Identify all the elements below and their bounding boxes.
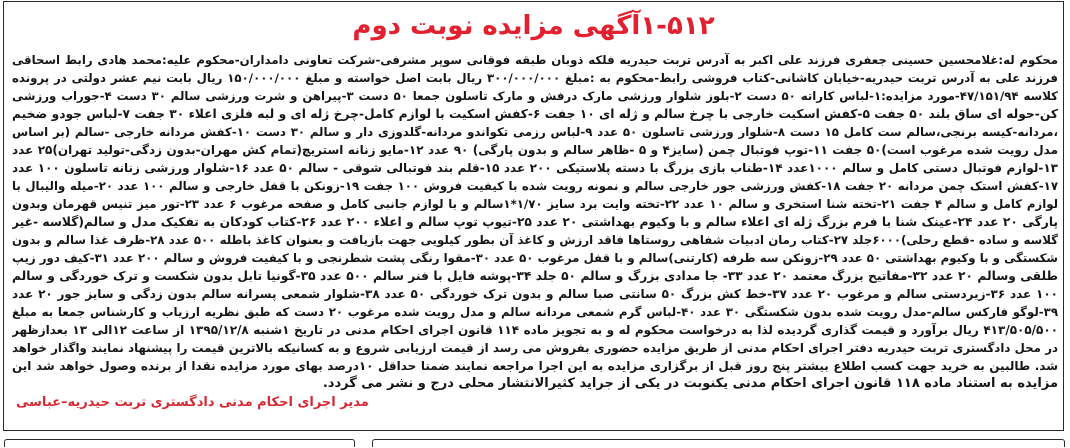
body-line: فرزند علی به آدرس تربت حیدریه-خیابان کاشانی-کتاب فروشی رابط-محکوم به :مبلغ ۳۰۰/۰۰۰/۰۰۰ ریال بابت اصل خواسته و مبلغ ۱۵۰/۰۰۰/۰۰۰ ریال بابت نیم عشر دولتی در پرونده <box>12 71 1058 85</box>
body-line: شکستگی و با وکیوم بهداشتی ۵۰ عدد ۲۹-زونکن سه طرفه (کارتنی)سالم و با قفل مرغوب ۵۰ عدد ۳۰-مقوا رنگی پشت شطرنجی و با کیفیت فروش و سالم ۲۰۰ عدد ۳۱-کیف دور زیپ <box>12 251 1058 265</box>
body-line: ۱۷-کفش استک چمن مردانه ۲۰ جفت ۱۸-کفش ورزشی جور خارجی سالم و نمونه رویت شده با کیفیت فروش ۱۰۰ جفت ۱۹-زونکن با قفل خارجی و سالم ۱۰۰ عدد ۲۰-میله والیبال با <box>12 179 1058 193</box>
body-line: کن-حوله ای ساق بلند ۵۰ جفت ۵-کفش اسکیت خارجی با چرخ سالم و ژله ای ۱۰ جفت ۶-کفش اسکیت با لوازم کامل-چرخ ژله ای و لبه فلزی اعلاء ۳۰ جفت ۷-لباس جودو ضخیم <box>12 107 1058 121</box>
notice-title: ۱-۵۱۲آگهی مزایده نوبت دوم <box>352 11 715 41</box>
notice-body <box>12 51 1058 393</box>
next-ad-box-left <box>4 439 355 447</box>
body-line: مدل رویت شده مرغوب است)۵۰ جفت ۱۱-توپ فوتبال چمن (سایز۴ و ۵ -ظاهر سالم و بدون پارگی) ۹۰ عدد ۱۲-مایو زنانه استریچ(تمام کش مهران-بدون زدگی-تولید تهران)۲۵ عدد <box>12 143 1058 157</box>
body-line: گلاسه و ساده -قطع رحلی)۶۰۰۰جلد ۲۷-کتاب رمان ادبیات شفاهی روستاها فاقد ارزش و کاغذ آن بطور کیلویی جهت بازیافت و بعنوان کاغذ باطله ۵۰۰ عدد ۲۸-ظرف غذا سالم و بدون <box>12 233 1058 247</box>
body-line: کلاسه ۴۷/۱۵۱/۹۴-مورد مزایده:۱-لباس کاراته ۵۰ دست ۲-بلوز شلوار ورزشی مارک درفش و مارک تاسلون جمعا ۵۰ دست ۳-پیراهن و شرت ورزشی سالم ۳۰ دست ۴-جوراب ورزشی <box>12 89 1058 103</box>
body-line: محکوم له:غلامحسین حسینی جعفری فرزند علی اکبر به آدرس تربت حیدریه فلکه ذوبان طبقه فوقانی سوپر مشرفی-شرکت تعاونی دامداران-محکوم علیه:محمد هادی رابط اسحاقی <box>12 53 1058 67</box>
body-line: لوازم کامل و سالم ۴ جفت ۲۱-تخته شنا استخری و سالم ۱۰ عدد ۲۲-تخته وایت برد سایز ۱/۷۰*۱سالم و با لوازم جانبی کامل و صفحه مرغوب ۶ عدد ۲۳-تور میز تنیس قهرمان وبدون <box>12 197 1058 211</box>
auction-notice-box <box>3 1 1064 431</box>
body-line: ۱۰۰ عدد ۳۶-زیردستی سالم و مرغوب ۲۰ عدد ۳۷-خط کش بزرگ ۵۰ سانتی صبا سالم و بدون ترک خوردگی ۵۰ عدد ۳۸-شلوار شمعی پسرانه سالم بدون زدگی و سایز جور ۲۰ عدد <box>12 287 1058 301</box>
body-line: در محل دادگستری تربت حیدریه دفتر اجرای احکام مدنی از طریق مزایده حضوری بفروش می رسد از قیمت ارزیابی شروع و به کسانیکه بالاترین قیمت را پیشنهاد نمایند واگذار خواهد <box>12 341 1058 355</box>
body-line: طلقی وسالم ۲۰ عدد ۳۲-مفاتیح بزرگ معتمد ۲۰ عدد ۳۳- جا مدادی بزرگ و سالم ۵۰ جلد ۳۴-پوشه فایل با فنر سالم ۵۰۰ عدد ۳۵-گونیا تابل بدون شکست و ترک خوردگی و سالم <box>12 269 1058 283</box>
body-line-last: مزایده به استناد ماده ۱۱۸ قانون اجرای احکام مدنی یکنوبت در یکی از جراید کثیرالانتشار محلی درج و نشر می گردد. <box>322 376 1058 391</box>
body-line: ۳۹-لوگو فارکس سالم-مدل رویت شده بدون شکستگی ۳۰ عدد ۴۰-لباس گرم شمعی مردانه سالم و مدل رویت شده مرغوب ۲۰ دست که طبق نظریه ارزیاب و کارشناس جمعا به مبلغ <box>12 305 1058 319</box>
body-line: شد. طالبین به خرید جهت کسب اطلاع بیشتر پنج روز قبل از برگزاری مزایده به این اجرا مراجعه نمایند ضمنا حداقل ۱۰درصد بهای مورد مزایده نقدا از برنده وصول خواهد شد این <box>12 359 1058 373</box>
next-ad-box-right <box>372 439 1065 447</box>
body-line: پارگی ۲۰ عدد ۲۴-عینک شنا با فرم بزرگ ژله ای اعلاء سالم و با وکیوم بهداشتی ۲۰ عدد ۲۵-تیوپ توپ سالم و اعلاء ۲۰۰ عدد ۲۶-کتاب کودکان به تفکیک مدل و سالم(گلاسه -غیر <box>12 215 1058 229</box>
body-line: ۱۳-لوازم فوتبال دستی کامل و سالم ۱۰۰۰عدد ۱۴-طناب بازی بزرگ با دسته پلاستیکی ۲۰۰ عدد ۱۵-قلم بند فوتبالی شوقی - سالم ۵۰ عدد ۱۶-شلوار ورزشی زنانه تاسلون ۱۰۰ عدد <box>12 161 1058 175</box>
body-line: ۴۱۳/۵۰۵/۵۰۰ ریال برآورد و قیمت گذاری گردیده لذا به درخواست محکوم له و به تجویز ماده ۱۱۴ قانون اجرای احکام مدنی در تاریخ ۱شنبه ۱۳۹۵/۱۲/۸ از ساعت ۱۲الی ۱۳ بعدازظهر <box>12 323 1058 337</box>
signature: مدیر اجرای احکام مدنی دادگستری تربت حیدریه–عباسی <box>16 395 369 410</box>
body-line: ،مردانه-کیسه برنجی،سالم ست کامل ۱۵ دست ۸-شلوار ورزشی تاسلون ۵۰ عدد ۹-لباس رزمی تکواندو مردانه-گلدوزی دار و سالم ۳۰ دست ۱۰-کفش مردانه خارجی -سالم (بر اساس <box>12 125 1058 139</box>
